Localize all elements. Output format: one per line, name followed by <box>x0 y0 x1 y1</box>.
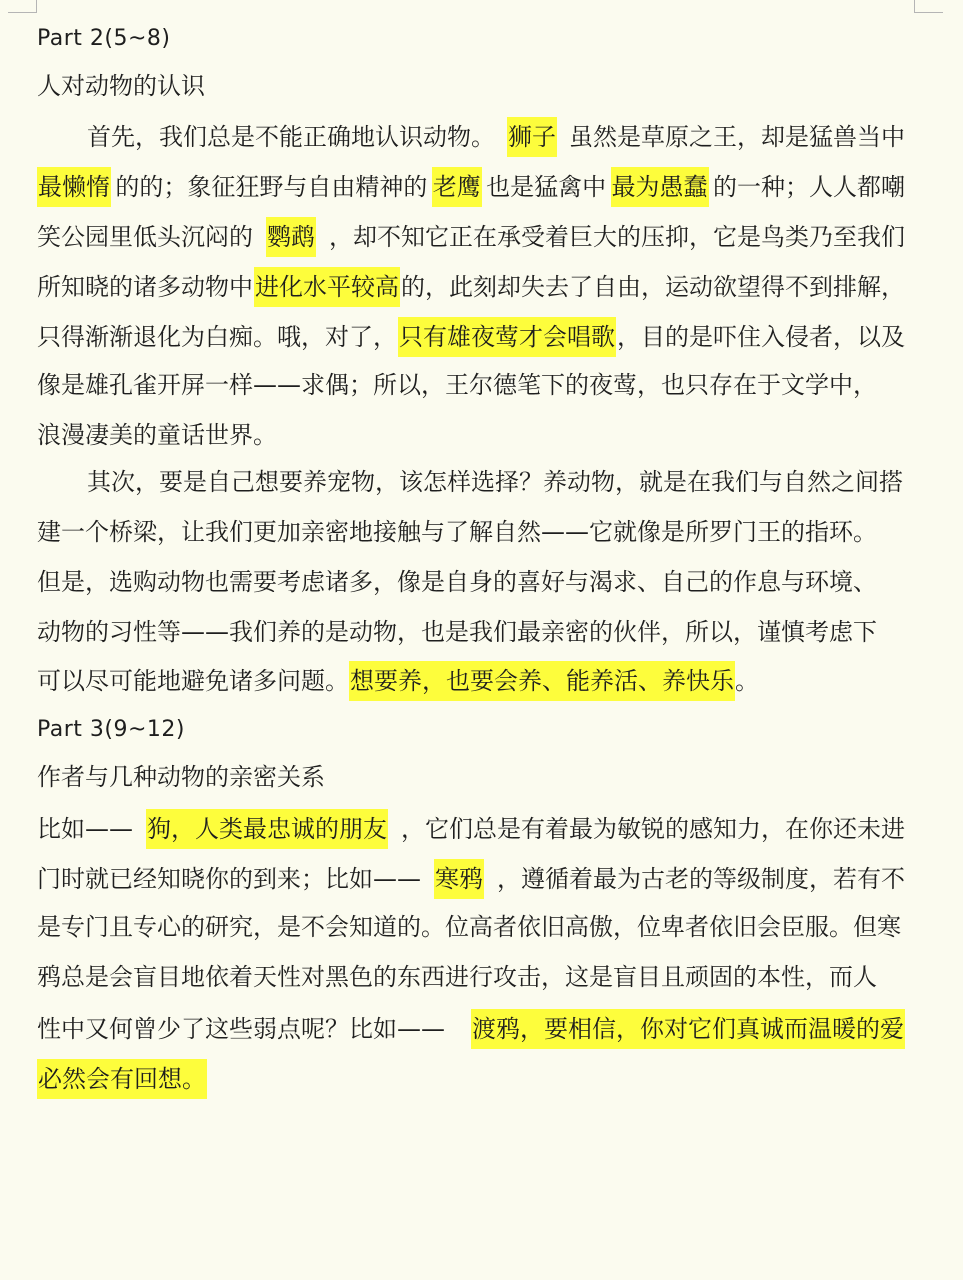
crop-mark-top-right <box>914 0 943 13</box>
highlight-laziest: 最懒惰 <box>37 167 111 207</box>
crop-mark-top-left <box>8 0 37 13</box>
text-line <box>37 661 905 701</box>
text-line <box>37 367 905 403</box>
text-segment: 首先，我们总是不能正确地认识动物。 <box>87 123 495 151</box>
text-segment: 门时就已经知晓你的到来；比如—— <box>37 865 421 893</box>
text-segment: 。 <box>735 667 759 695</box>
highlight-raven: 渡鸦，要相信，你对它们真诚而温暖的爱 <box>471 1009 905 1049</box>
text-line <box>37 614 905 650</box>
text-segment: 只得渐渐退化为白痴。哦，对了， <box>37 323 397 351</box>
highlight-dog: 狗，人类最忠诚的朋友 <box>146 809 388 849</box>
text-segment: 比如—— <box>37 815 133 843</box>
part2-subtitle: 人对动物的认识 <box>37 72 205 100</box>
text-segment: 动物的习性等——我们养的是动物，也是我们最亲密的伙伴，所以，谨慎考虑下 <box>37 618 877 646</box>
text-line <box>37 317 905 357</box>
text-segment: 像是雄孔雀开屏一样——求偶；所以，王尔德笔下的夜莺，也只存在于文学中， <box>37 371 877 399</box>
text-line <box>37 464 905 500</box>
text-segment: 浪漫凄美的童话世界。 <box>37 421 277 449</box>
text-line <box>37 167 905 207</box>
text-segment: 的一种；人人都嘲 <box>712 173 905 201</box>
highlight-raven-end: 必然会有回想。 <box>37 1059 207 1099</box>
text-segment: 笑公园里低头沉闷的 <box>37 223 253 251</box>
text-segment: 但是，选购动物也需要考虑诸多，像是自身的喜好与渴求、自己的作息与环境、 <box>37 568 877 596</box>
text-segment: 性中又何曾少了这些弱点呢？比如—— <box>37 1015 445 1043</box>
text-segment: 建一个桥梁，让我们更加亲密地接触与了解自然——它就像是所罗门王的指环。 <box>37 518 877 546</box>
text-segment: ，目的是吓住入侵者，以及 <box>617 323 905 351</box>
text-segment: 虽然是草原之王，却是猛兽当中 <box>569 123 905 151</box>
part2-title: Part 2(5~8) <box>37 26 171 51</box>
text-line <box>37 859 905 899</box>
text-line <box>37 117 905 157</box>
text-line <box>37 514 905 550</box>
text-segment: 也是猛禽中 <box>486 173 607 201</box>
text-segment: 其次，要是自己想要养宠物，该怎样选择？养动物，就是在我们与自然之间搭 <box>87 468 903 496</box>
part3-subtitle: 作者与几种动物的亲密关系 <box>37 763 325 791</box>
text-segment: 是专门且专心的研究，是不会知道的。位高者依旧高傲，位卑者依旧会臣服。但寒 <box>37 913 901 941</box>
highlight-lion: 狮子 <box>507 117 557 157</box>
highlight-jackdaw: 寒鸦 <box>434 859 484 899</box>
text-segment: ，它们总是有着最为敏锐的感知力，在你还未进 <box>401 815 905 843</box>
text-line <box>37 217 905 257</box>
highlight-parrot: 鹦鹉 <box>266 217 316 257</box>
text-line <box>37 417 905 453</box>
highlight-nightingale: 只有雄夜莺才会唱歌 <box>398 317 616 357</box>
text-line <box>37 267 905 307</box>
text-line <box>37 909 905 945</box>
text-segment: 的的；象征狂野与自由精神的 <box>115 173 428 201</box>
text-line <box>37 809 905 849</box>
highlight-eagle: 老鹰 <box>432 167 482 207</box>
highlight-evolution: 进化水平较高 <box>254 267 400 307</box>
part3-title: Part 3(9~12) <box>37 717 186 742</box>
text-line <box>37 959 905 995</box>
text-line <box>37 1059 905 1099</box>
text-segment: ，却不知它正在承受着巨大的压抑，它是鸟类乃至我们 <box>329 223 905 251</box>
text-segment: ，遵循着最为古老的等级制度，若有不 <box>497 865 905 893</box>
text-segment: 的，此刻却失去了自由，运动欲望得不到排解， <box>401 273 905 301</box>
text-segment: 鸦总是会盲目地依着天性对黑色的东西进行攻击，这是盲目且顽固的本性，而人 <box>37 963 877 991</box>
text-segment: 可以尽可能地避免诸多问题。 <box>37 667 349 695</box>
highlight-raise-well: 想要养，也要会养、能养活、养快乐 <box>349 661 735 701</box>
text-line <box>37 1009 905 1049</box>
text-line <box>37 564 905 600</box>
highlight-most-foolish: 最为愚蠢 <box>611 167 709 207</box>
text-segment: 所知晓的诸多动物中 <box>37 273 253 301</box>
